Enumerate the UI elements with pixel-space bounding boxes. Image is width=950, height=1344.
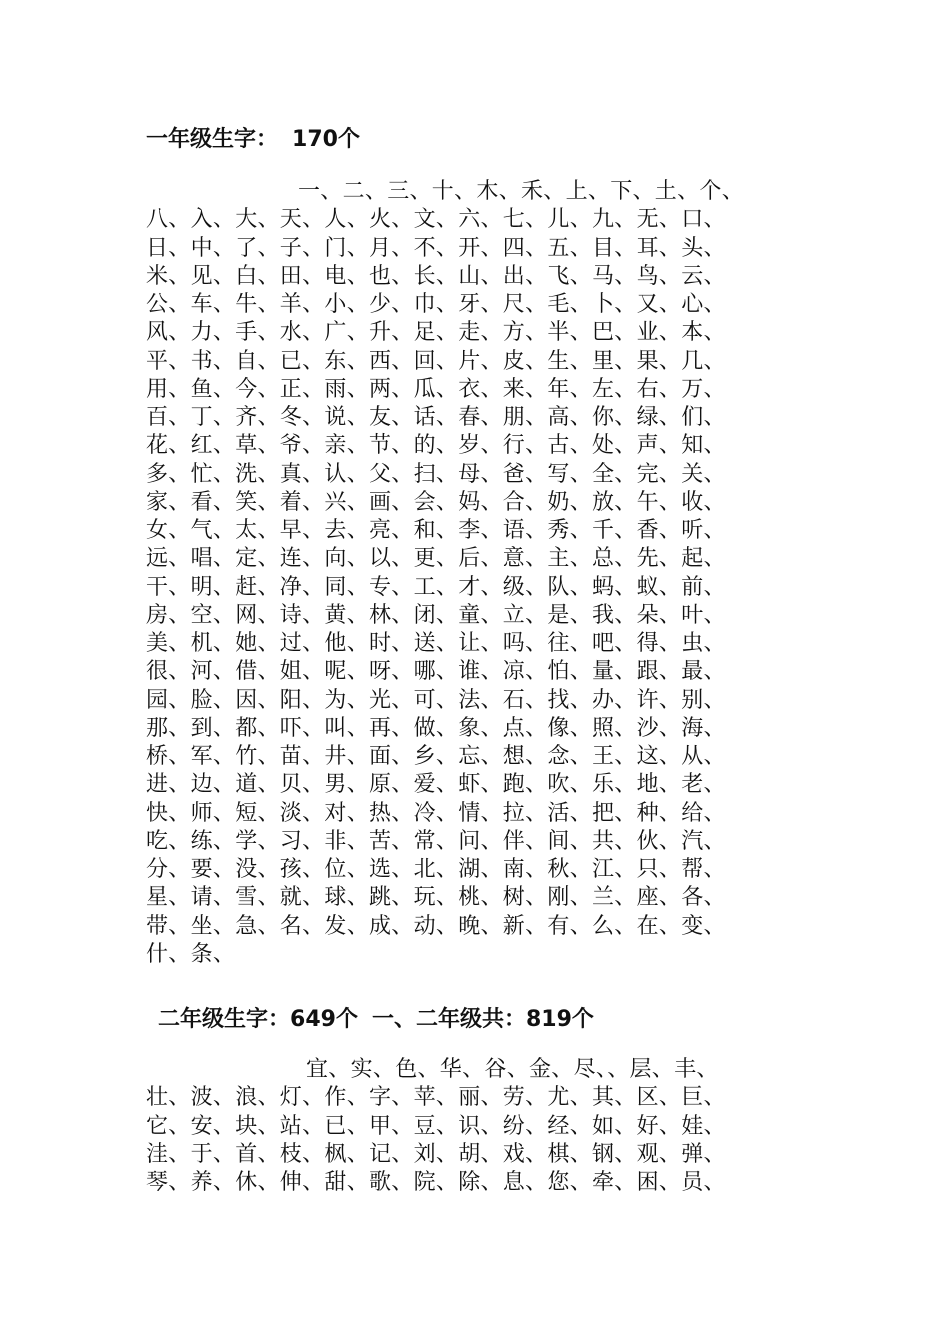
char-line: 多、忙、洗、真、认、父、扫、母、爸、写、全、完、关、 [146,461,726,487]
grade1-title: 一年级生字： [146,127,279,152]
char-line: 星、请、雪、就、球、跳、玩、桃、树、刚、兰、座、各、 [146,885,726,911]
char-line: 吃、练、学、习、非、苦、常、问、伴、间、共、伙、汽、 [146,828,726,854]
char-line: 园、脸、因、阳、为、光、可、法、石、找、办、许、别、 [146,687,726,713]
char-line: 宜、实、色、华、谷、金、尽、、层、丰、 [306,1057,719,1082]
grade2-count: 649个 [290,1007,358,1032]
grade1-character-list [146,178,806,969]
char-line: 美、机、她、过、他、时、送、让、吗、往、吧、得、虫、 [146,631,726,656]
char-line: 房、空、网、诗、黄、林、闭、童、立、是、我、朵、叶、 [146,602,726,628]
char-line: 什、条、 [146,941,236,967]
section-heading-grade1 [146,126,360,154]
char-line: 远、唱、定、连、向、以、更、后、意、主、总、先、起、 [146,546,726,572]
char-line: 快、师、短、淡、对、热、冷、情、拉、活、把、种、给、 [146,800,726,826]
combined-total-count: 819个 [525,1007,594,1032]
char-line: 公、车、牛、羊、小、少、巾、牙、尺、毛、卜、又、心、 [146,292,726,317]
char-line: 那、到、都、吓、叫、再、做、象、点、像、照、沙、海、 [146,715,726,741]
char-line: 它、安、块、站、已、甲、豆、识、纷、经、如、好、娃、 [146,1113,726,1139]
char-line: 女、气、太、早、去、亮、和、李、语、秀、千、香、听、 [146,518,726,543]
char-line: 家、看、笑、着、兴、画、会、妈、合、奶、放、午、收、 [146,489,726,515]
char-line: 很、河、借、姐、呢、呀、哪、谁、凉、怕、量、跟、最、 [146,659,726,685]
section-heading-grade2 [158,1006,594,1034]
char-line: 风、力、手、水、广、升、足、走、方、半、巴、业、本、 [146,320,726,346]
char-line: 用、鱼、今、正、雨、两、瓜、衣、来、年、左、右、万、 [146,376,726,402]
char-line: 一、二、三、十、木、禾、上、下、土、个、 [298,179,745,204]
char-line: 八、入、大、天、人、火、文、六、七、儿、九、无、口、 [146,207,726,233]
char-line: 琴、养、休、伸、甜、歌、院、除、息、您、牵、困、员、 [146,1170,726,1195]
char-line: 分、要、没、孩、位、选、北、湖、南、秋、江、只、帮、 [146,857,726,882]
char-line: 百、丁、齐、冬、说、友、话、春、朋、高、你、绿、们、 [146,405,726,430]
char-line: 洼、于、首、枝、枫、记、刘、胡、戏、棋、钢、观、弹、 [146,1141,726,1167]
grade2-character-list [146,1056,806,1197]
grade2-title: 二年级生字： [158,1007,291,1032]
char-line: 干、明、赶、净、同、专、工、才、级、队、蚂、蚁、前、 [146,574,726,600]
grade1-count: 170个 [292,127,360,152]
char-line: 平、书、自、已、东、西、回、片、皮、生、里、果、几、 [146,348,726,374]
char-line: 花、红、草、爷、亲、节、的、岁、行、古、处、声、知、 [146,433,726,459]
char-line: 壮、波、浪、灯、作、字、苹、丽、劳、尤、其、区、巨、 [146,1085,726,1111]
char-line: 进、边、道、贝、男、原、爱、虾、跑、吹、乐、地、老、 [146,772,726,798]
combined-total-label: 一、二年级共： [371,1007,526,1032]
char-line: 米、见、白、田、电、也、长、山、出、飞、马、鸟、云、 [146,263,726,289]
char-line: 日、中、了、子、门、月、不、开、四、五、目、耳、头、 [146,235,726,261]
char-line: 桥、军、竹、苗、井、面、乡、忘、想、念、王、这、从、 [146,744,726,769]
char-line: 带、坐、急、名、发、成、动、晚、新、有、么、在、变、 [146,913,726,939]
